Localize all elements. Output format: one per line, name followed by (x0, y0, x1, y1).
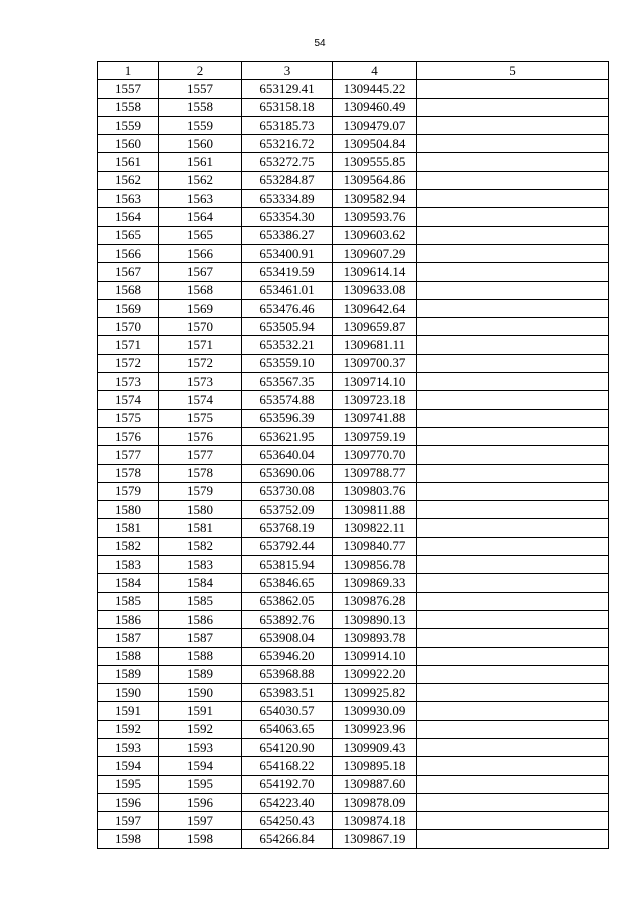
table-cell (417, 391, 609, 409)
table-cell: 653908.04 (242, 629, 333, 647)
table-cell: 1586 (159, 610, 242, 628)
table-header-row (98, 62, 609, 80)
table-row (98, 446, 609, 464)
table-cell (417, 299, 609, 317)
table-cell: 1581 (159, 519, 242, 537)
table-cell (417, 98, 609, 116)
table-cell: 1598 (98, 830, 159, 848)
table-cell: 653272.75 (242, 153, 333, 171)
coordinates-table (97, 61, 609, 849)
table-cell: 653334.89 (242, 190, 333, 208)
table-row (98, 135, 609, 153)
table-cell: 653621.95 (242, 427, 333, 445)
table-cell: 1572 (98, 354, 159, 372)
table-cell: 1570 (159, 318, 242, 336)
table-cell: 1560 (98, 135, 159, 153)
table-cell (417, 738, 609, 756)
table-cell (417, 830, 609, 848)
table-cell (417, 373, 609, 391)
table-cell: 1309770.70 (333, 446, 417, 464)
table-cell: 654030.57 (242, 702, 333, 720)
table-cell: 1570 (98, 318, 159, 336)
table-cell: 1594 (159, 757, 242, 775)
table-cell (417, 574, 609, 592)
table-cell: 1590 (159, 684, 242, 702)
table-cell: 653862.05 (242, 592, 333, 610)
table-cell: 1309741.88 (333, 409, 417, 427)
table-cell: 1309681.11 (333, 336, 417, 354)
table-cell: 1565 (159, 226, 242, 244)
table-cell (417, 793, 609, 811)
table-cell: 654063.65 (242, 720, 333, 738)
column-header: 2 (159, 62, 242, 80)
table-cell: 1582 (159, 537, 242, 555)
table-row (98, 464, 609, 482)
table-cell: 653532.21 (242, 336, 333, 354)
table-cell: 1595 (98, 775, 159, 793)
table-cell: 1586 (98, 610, 159, 628)
table-cell: 1591 (98, 702, 159, 720)
table-cell: 1590 (98, 684, 159, 702)
table-cell: 653476.46 (242, 299, 333, 317)
table-cell: 1564 (98, 208, 159, 226)
table-cell: 653567.35 (242, 373, 333, 391)
table-cell: 1566 (159, 244, 242, 262)
table-cell: 653461.01 (242, 281, 333, 299)
table-cell (417, 446, 609, 464)
table-row (98, 80, 609, 98)
table-cell: 1309723.18 (333, 391, 417, 409)
table-cell: 653400.91 (242, 244, 333, 262)
table-cell: 1309876.28 (333, 592, 417, 610)
table-cell: 653559.10 (242, 354, 333, 372)
table-cell: 1569 (98, 299, 159, 317)
table-cell: 1309714.10 (333, 373, 417, 391)
table-cell: 653640.04 (242, 446, 333, 464)
table-cell (417, 537, 609, 555)
table-cell (417, 501, 609, 519)
table-cell: 653574.88 (242, 391, 333, 409)
table-cell: 1579 (98, 482, 159, 500)
table-row (98, 373, 609, 391)
table-row (98, 537, 609, 555)
table-cell: 1309811.88 (333, 501, 417, 519)
table-cell: 1557 (98, 80, 159, 98)
table-cell (417, 263, 609, 281)
table-row (98, 738, 609, 756)
table-cell: 1309893.78 (333, 629, 417, 647)
table-cell: 653284.87 (242, 171, 333, 189)
table-cell (417, 702, 609, 720)
table-row (98, 244, 609, 262)
table-cell: 1309922.20 (333, 665, 417, 683)
table-cell (417, 171, 609, 189)
table-cell: 1565 (98, 226, 159, 244)
table-cell (417, 80, 609, 98)
table-cell: 653386.27 (242, 226, 333, 244)
table-row (98, 427, 609, 445)
table-cell: 1572 (159, 354, 242, 372)
table-row (98, 519, 609, 537)
table-cell: 1309788.77 (333, 464, 417, 482)
table-cell: 653354.30 (242, 208, 333, 226)
table-row (98, 226, 609, 244)
table-cell: 1585 (98, 592, 159, 610)
table-cell: 1573 (159, 373, 242, 391)
table-cell: 1562 (98, 171, 159, 189)
table-cell: 1309914.10 (333, 647, 417, 665)
table-cell: 1568 (98, 281, 159, 299)
table-cell: 1597 (159, 812, 242, 830)
table-cell (417, 592, 609, 610)
table-cell: 1309614.14 (333, 263, 417, 281)
table-cell: 1568 (159, 281, 242, 299)
table-cell: 1582 (98, 537, 159, 555)
table-cell: 1309504.84 (333, 135, 417, 153)
table-cell (417, 464, 609, 482)
table-cell (417, 720, 609, 738)
table-cell: 1573 (98, 373, 159, 391)
table-row (98, 556, 609, 574)
table-cell: 1309460.49 (333, 98, 417, 116)
table-cell: 654168.22 (242, 757, 333, 775)
table-cell: 653158.18 (242, 98, 333, 116)
table-row (98, 318, 609, 336)
table-cell (417, 190, 609, 208)
table-cell: 1598 (159, 830, 242, 848)
table-cell (417, 427, 609, 445)
table-cell (417, 757, 609, 775)
table-cell: 1588 (98, 647, 159, 665)
table-cell: 1309700.37 (333, 354, 417, 372)
table-body (98, 80, 609, 848)
table-row (98, 281, 609, 299)
table-cell: 654250.43 (242, 812, 333, 830)
table-cell (417, 153, 609, 171)
page-number: 54 (314, 38, 326, 49)
table-cell: 1569 (159, 299, 242, 317)
table-row (98, 665, 609, 683)
table-row (98, 812, 609, 830)
table-row (98, 757, 609, 775)
table-cell: 1596 (159, 793, 242, 811)
table-cell (417, 244, 609, 262)
table-cell: 653185.73 (242, 116, 333, 134)
table-cell: 653983.51 (242, 684, 333, 702)
table-row (98, 354, 609, 372)
table-cell: 1309759.19 (333, 427, 417, 445)
table-cell: 1309564.86 (333, 171, 417, 189)
table-row (98, 153, 609, 171)
table-cell: 653129.41 (242, 80, 333, 98)
table-cell: 1588 (159, 647, 242, 665)
table-cell: 1309923.96 (333, 720, 417, 738)
table-cell: 1309925.82 (333, 684, 417, 702)
table-cell: 653730.08 (242, 482, 333, 500)
table-row (98, 793, 609, 811)
table-cell: 1595 (159, 775, 242, 793)
table-cell: 1309822.11 (333, 519, 417, 537)
table-cell: 1583 (159, 556, 242, 574)
table-cell: 1596 (98, 793, 159, 811)
table-row (98, 592, 609, 610)
table-cell: 1597 (98, 812, 159, 830)
table-cell: 1579 (159, 482, 242, 500)
table-cell: 1309890.13 (333, 610, 417, 628)
table-cell (417, 812, 609, 830)
table-row (98, 610, 609, 628)
table-cell: 1309593.76 (333, 208, 417, 226)
table-cell (417, 610, 609, 628)
table-cell: 1575 (98, 409, 159, 427)
table-cell: 653946.20 (242, 647, 333, 665)
table-cell: 1581 (98, 519, 159, 537)
table-cell: 1587 (159, 629, 242, 647)
table-cell: 1576 (159, 427, 242, 445)
table-cell: 1309642.64 (333, 299, 417, 317)
table-cell: 1576 (98, 427, 159, 445)
table-cell (417, 684, 609, 702)
table-cell: 1309582.94 (333, 190, 417, 208)
table-cell: 653690.06 (242, 464, 333, 482)
table-row (98, 391, 609, 409)
table-cell: 1309874.18 (333, 812, 417, 830)
table-cell (417, 482, 609, 500)
table-row (98, 263, 609, 281)
table-cell: 1309909.43 (333, 738, 417, 756)
table-row (98, 629, 609, 647)
table-cell: 1563 (98, 190, 159, 208)
table-cell: 1309479.07 (333, 116, 417, 134)
table-cell: 653792.44 (242, 537, 333, 555)
table-cell: 1593 (159, 738, 242, 756)
table-cell: 654223.40 (242, 793, 333, 811)
table-row (98, 409, 609, 427)
table-cell: 1593 (98, 738, 159, 756)
table-cell: 1584 (98, 574, 159, 592)
table-cell: 1583 (98, 556, 159, 574)
table-cell: 653768.19 (242, 519, 333, 537)
table-cell: 1309840.77 (333, 537, 417, 555)
table-cell: 1571 (98, 336, 159, 354)
table-cell: 654192.70 (242, 775, 333, 793)
table-cell: 1309603.62 (333, 226, 417, 244)
table-cell: 653968.88 (242, 665, 333, 683)
column-header: 1 (98, 62, 159, 80)
table-cell: 1560 (159, 135, 242, 153)
table-cell: 653216.72 (242, 135, 333, 153)
table-cell: 1594 (98, 757, 159, 775)
table-cell: 1559 (98, 116, 159, 134)
table-cell: 1577 (98, 446, 159, 464)
table-row (98, 299, 609, 317)
table-cell: 1309633.08 (333, 281, 417, 299)
table-cell: 1309887.60 (333, 775, 417, 793)
table-row (98, 720, 609, 738)
table-cell: 1592 (159, 720, 242, 738)
column-header: 4 (333, 62, 417, 80)
table-cell (417, 556, 609, 574)
table-cell: 1309895.18 (333, 757, 417, 775)
table-cell: 1558 (159, 98, 242, 116)
table-cell: 653596.39 (242, 409, 333, 427)
table-cell: 1561 (98, 153, 159, 171)
table-cell: 1309659.87 (333, 318, 417, 336)
table-cell: 1566 (98, 244, 159, 262)
table-cell: 1309930.09 (333, 702, 417, 720)
table-cell (417, 519, 609, 537)
table-cell: 1557 (159, 80, 242, 98)
table-cell: 1309867.19 (333, 830, 417, 848)
table-cell (417, 354, 609, 372)
table-row (98, 702, 609, 720)
table-cell: 1309856.78 (333, 556, 417, 574)
table-row (98, 190, 609, 208)
table-cell: 1577 (159, 446, 242, 464)
table-row (98, 684, 609, 702)
table-cell: 1562 (159, 171, 242, 189)
table-cell: 1309803.76 (333, 482, 417, 500)
table-row (98, 830, 609, 848)
table-cell: 1571 (159, 336, 242, 354)
table-cell (417, 775, 609, 793)
table-cell (417, 665, 609, 683)
table-cell: 1587 (98, 629, 159, 647)
table-row (98, 98, 609, 116)
table-cell: 1589 (159, 665, 242, 683)
table-cell: 653815.94 (242, 556, 333, 574)
column-header: 5 (417, 62, 609, 80)
column-header: 3 (242, 62, 333, 80)
table-cell: 1564 (159, 208, 242, 226)
table-cell (417, 226, 609, 244)
table-cell: 1584 (159, 574, 242, 592)
table-row (98, 116, 609, 134)
table-cell: 1574 (159, 391, 242, 409)
table-cell: 1309555.85 (333, 153, 417, 171)
table-cell: 1567 (159, 263, 242, 281)
table-cell: 1585 (159, 592, 242, 610)
table-cell (417, 135, 609, 153)
table-row (98, 208, 609, 226)
table-cell (417, 208, 609, 226)
table-cell (417, 629, 609, 647)
table-cell: 1591 (159, 702, 242, 720)
table-cell: 654120.90 (242, 738, 333, 756)
table-cell: 1580 (98, 501, 159, 519)
table-cell: 1578 (159, 464, 242, 482)
table-cell (417, 336, 609, 354)
table-cell: 1309445.22 (333, 80, 417, 98)
table-cell: 1309607.29 (333, 244, 417, 262)
table-cell: 1309869.33 (333, 574, 417, 592)
table-cell: 653505.94 (242, 318, 333, 336)
table-cell: 1558 (98, 98, 159, 116)
table-cell: 1563 (159, 190, 242, 208)
table-cell (417, 281, 609, 299)
table-cell: 1567 (98, 263, 159, 281)
table-cell (417, 647, 609, 665)
table-cell: 1589 (98, 665, 159, 683)
table-cell: 1575 (159, 409, 242, 427)
table-cell (417, 409, 609, 427)
table-cell: 1561 (159, 153, 242, 171)
table-cell: 1578 (98, 464, 159, 482)
table-cell (417, 116, 609, 134)
table-cell: 653892.76 (242, 610, 333, 628)
table-cell (417, 318, 609, 336)
table-cell: 653846.65 (242, 574, 333, 592)
table-cell: 653752.09 (242, 501, 333, 519)
table-row (98, 171, 609, 189)
table-cell: 1559 (159, 116, 242, 134)
table-cell: 653419.59 (242, 263, 333, 281)
table-row (98, 574, 609, 592)
table-row (98, 775, 609, 793)
table-cell: 1580 (159, 501, 242, 519)
table-cell: 1574 (98, 391, 159, 409)
table-row (98, 647, 609, 665)
table-row (98, 336, 609, 354)
table-cell: 654266.84 (242, 830, 333, 848)
table-row (98, 482, 609, 500)
table-row (98, 501, 609, 519)
table-cell: 1309878.09 (333, 793, 417, 811)
table-cell: 1592 (98, 720, 159, 738)
